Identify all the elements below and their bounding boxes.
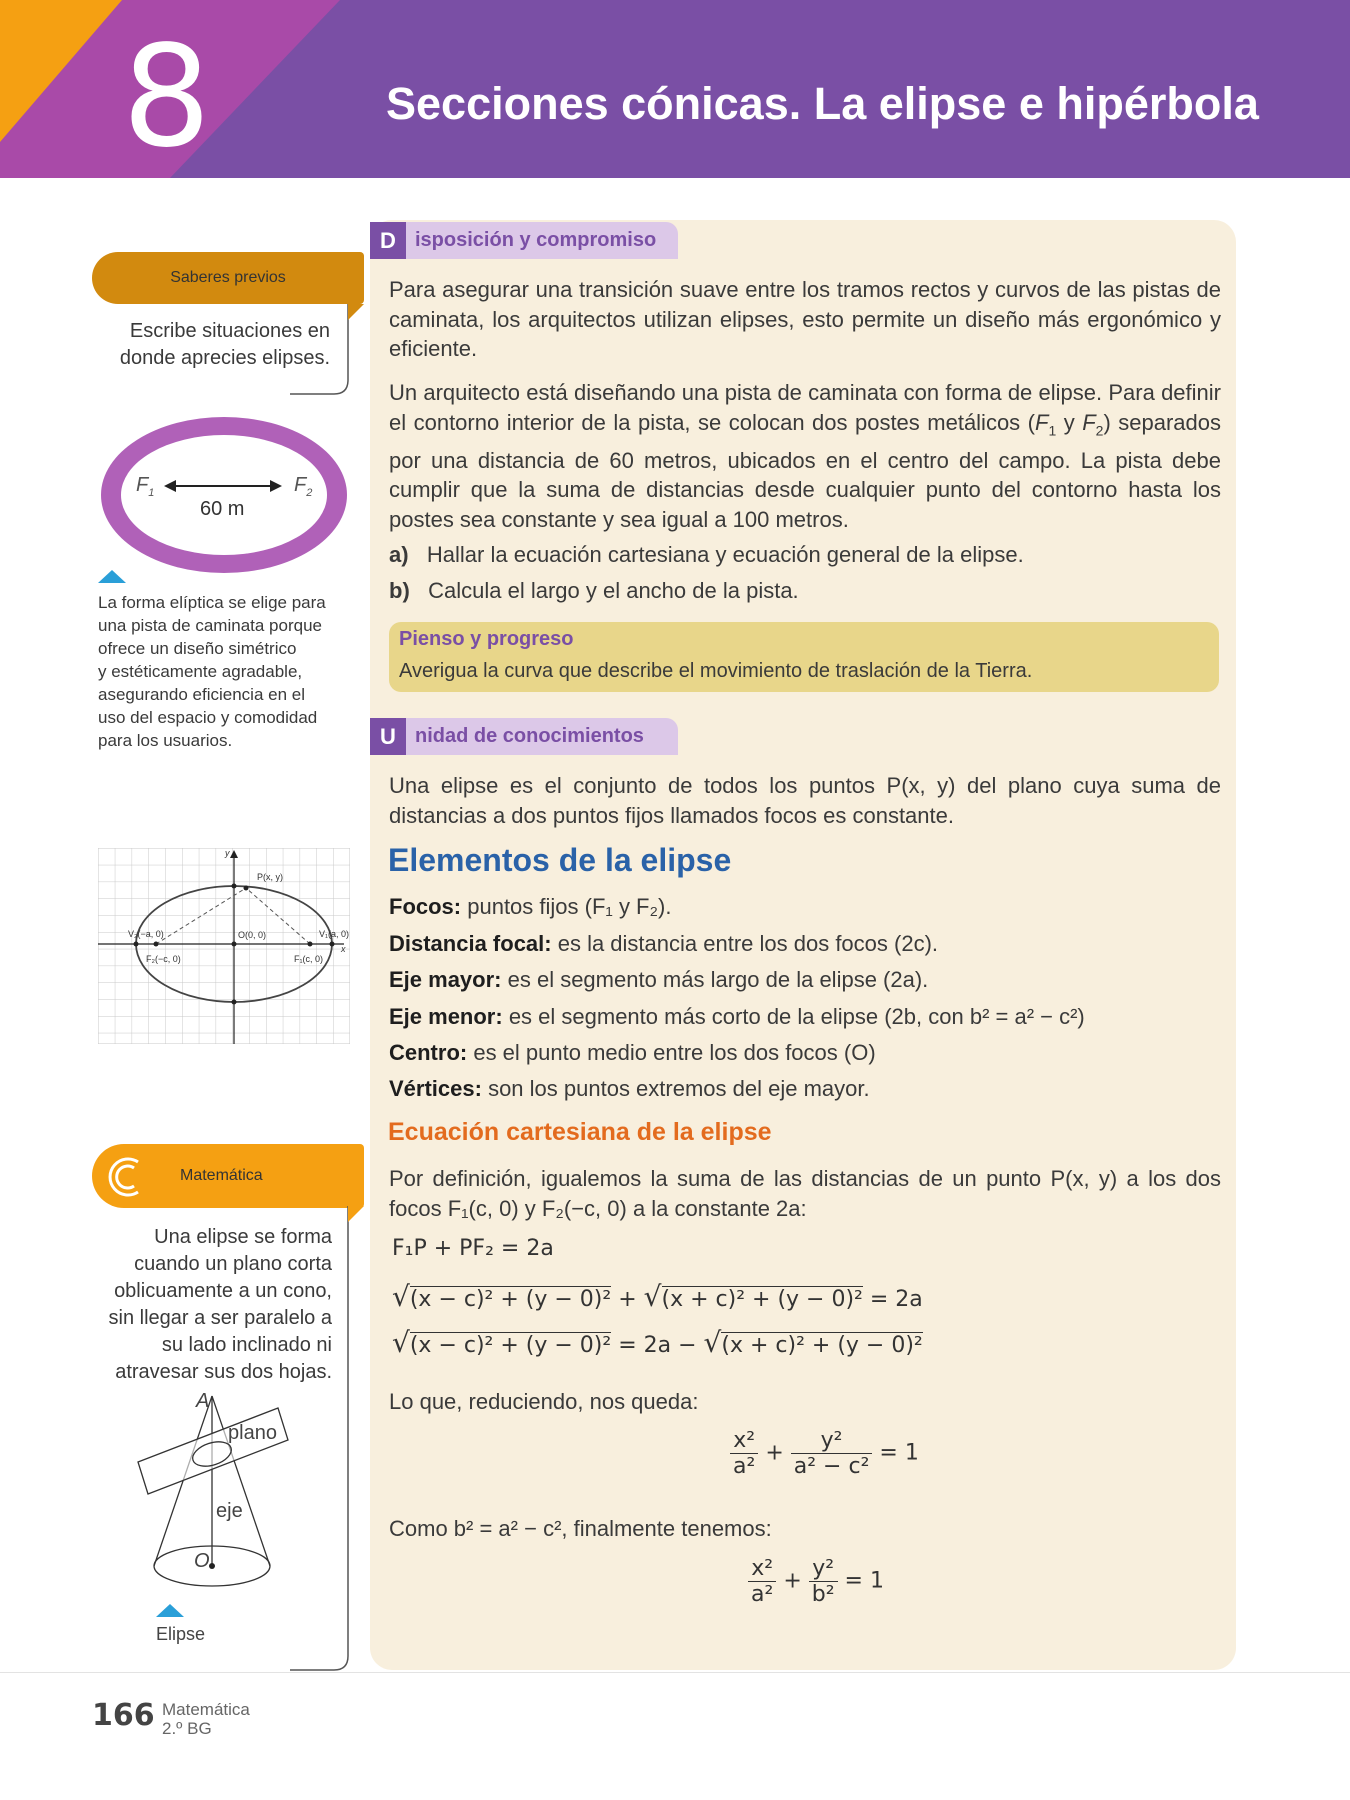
equation-2: √(x − c)² + (y − 0)² + √(x + c)² + (y − 0)² = 2a — [392, 1280, 923, 1313]
question-a-label: a) — [389, 542, 409, 567]
section-title: nidad de conocimientos — [415, 725, 644, 747]
como-text: Como b² = a² − c², finalmente tenemos: — [389, 1516, 772, 1541]
chapter-number: 8 — [122, 16, 212, 178]
connection-c-icon — [102, 1154, 148, 1200]
chapter-title: Secciones cónicas. La elipse e hipérbola — [386, 78, 1259, 129]
element-term: Centro: — [389, 1040, 468, 1065]
pienso-text: Averigua la curva que describe el movimiento de traslación de la Tierra. — [399, 660, 1033, 682]
matematica-line: atravesar sus dos hojas. — [115, 1361, 332, 1383]
element-term: Eje menor: — [389, 1004, 503, 1029]
caption-line: La forma elíptica se elige para — [98, 593, 326, 612]
saberes-line-1: Escribe situaciones en — [129, 320, 330, 342]
cone-origin-label: O — [194, 1550, 210, 1572]
section-letter: U — [370, 718, 406, 755]
graph-x-label: x — [341, 944, 346, 954]
pienso-title: Pienso y progreso — [399, 628, 574, 650]
element-row — [389, 1076, 870, 1102]
footer-line — [0, 1672, 1350, 1673]
question-b — [389, 576, 1221, 606]
saberes-text — [100, 318, 330, 372]
graph-point-label: P(x, y) — [257, 872, 283, 882]
graph-f1-label: F₁(c, 0) — [294, 954, 324, 964]
graph-v1-label: V₁(a, 0) — [319, 929, 350, 939]
saberes-line-2: donde aprecies elipses. — [119, 347, 330, 369]
equation-4: $\frac{\text{x²}}{\text{a²}}$ + $\frac{\text{y²}}{\text{a² − c²}}$ = 1 — [730, 1428, 919, 1479]
element-row — [389, 1004, 1085, 1030]
matematica-line: Una elipse se forma — [154, 1226, 332, 1248]
ecuacion-title: Ecuación cartesiana de la elipse — [388, 1118, 772, 1146]
caption-line: para los usuarios. — [98, 731, 233, 750]
matematica-text — [100, 1224, 332, 1386]
section-letter: D — [370, 222, 406, 259]
equation-1: F₁P + PF₂ = 2a — [392, 1236, 554, 1261]
question-b-text: Calcula el largo y el ancho de la pista. — [428, 578, 799, 603]
definition-paragraph: Una elipse es el conjunto de todos los puntos P(x, y) del plano cuya suma de distancias a dos puntos fijos llamados focos es constante. — [389, 773, 1221, 828]
graph-y-label: y — [225, 848, 230, 858]
chapter-header — [0, 0, 1350, 178]
ellipse-graph — [98, 848, 350, 1044]
track-distance-label: 60 m — [200, 498, 245, 520]
grade-label: 2.º BG — [162, 1719, 212, 1738]
saberes-previos-tab: Saberes previos — [92, 252, 364, 304]
element-desc: es el segmento más corto de la elipse (2b, con b² = a² − c²) — [502, 1004, 1085, 1029]
element-row — [389, 931, 938, 957]
element-desc: es la distancia entre los dos focos (2c). — [551, 931, 939, 956]
pienso-box — [389, 622, 1219, 692]
caption-line: ofrece un diseño simétrico — [98, 639, 297, 658]
footer-subject — [162, 1700, 250, 1738]
track-f1-label: $F_1$ — [136, 474, 155, 499]
caption-triangle-icon — [98, 570, 126, 583]
element-term: Distancia focal: — [389, 931, 552, 956]
elementos-title: Elementos de la elipse — [388, 842, 732, 878]
caption-line: una pista de caminata porque — [98, 616, 322, 635]
matematica-tab-label: Matemática — [180, 1167, 263, 1184]
question-b-label: b) — [389, 578, 410, 603]
equation-5: $\frac{\text{x²}}{\text{a²}}$ + $\frac{\text{y²}}{\text{b²}}$ = 1 — [748, 1556, 884, 1607]
matematica-line: su lado inclinado ni — [161, 1334, 332, 1356]
element-desc: son los puntos extremos del eje mayor. — [481, 1076, 870, 1101]
track-f2-label: $F_2$ — [294, 474, 313, 499]
section-disposicion-header — [370, 222, 678, 259]
matematica-line: sin llegar a ser paralelo a — [108, 1307, 332, 1329]
ecuacion-paragraph: Por definición, igualemos la suma de las distancias de un punto P(x, y) a los dos focos F₁(c, 0) y F₂(−c, 0) a la constante 2a: — [389, 1166, 1221, 1221]
element-term: Eje mayor: — [389, 967, 502, 992]
cone-figure — [130, 1388, 290, 1588]
page-number: 166 — [92, 1698, 155, 1733]
section-unidad-header — [370, 718, 678, 755]
caption-line: uso del espacio y comodidad — [98, 708, 318, 727]
element-term: Focos: — [389, 894, 462, 919]
graph-v2-label: V₂(−a, 0) — [128, 929, 164, 939]
cone-caption-triangle-icon — [156, 1604, 184, 1617]
element-desc: es el punto medio entre los dos focos (O) — [467, 1040, 876, 1065]
matematica-tab — [92, 1144, 364, 1208]
element-row — [389, 1040, 876, 1066]
caption-line: y estéticamente agradable, — [98, 662, 303, 681]
graph-f2-label: F₂(−c, 0) — [146, 954, 181, 964]
matematica-line: oblicuamente a un cono, — [114, 1280, 332, 1302]
track-caption — [98, 591, 348, 752]
element-row — [389, 967, 928, 993]
caption-line: asegurando eficiencia en el — [98, 685, 305, 704]
element-desc: puntos fijos (F₁ y F₂). — [461, 894, 672, 919]
cone-caption: Elipse — [156, 1624, 206, 1644]
matematica-line: cuando un plano corta — [134, 1253, 332, 1275]
element-term: Vértices: — [389, 1076, 482, 1101]
graph-origin-label: O(0, 0) — [238, 930, 267, 940]
element-desc: es el segmento más largo de la elipse (2a). — [501, 967, 929, 992]
element-row — [389, 894, 671, 920]
cone-plane-label: plano — [228, 1422, 277, 1444]
subject-name: Matemática — [162, 1700, 250, 1719]
intro-paragraph: Para asegurar una transición suave entre los tramos rectos y curvos de las pistas de caminata, los arquitectos utilizan elipses, esto permite un diseño más ergonómico y eficiente. — [389, 277, 1221, 362]
cone-axis-label: eje — [216, 1500, 243, 1522]
section-title: isposición y compromiso — [415, 229, 657, 251]
question-a — [389, 540, 1221, 570]
question-a-text: Hallar la ecuación cartesiana y ecuación general de la elipse. — [426, 542, 1024, 567]
problem-paragraph: Un arquitecto está diseñando una pista de caminata con forma de elipse. Para definir el contorno interior de la pista, se colocan dos postes metálicos ($F_1$ y $F_2$) separados por una distancia de 60 metros, ubicados en el centro del campo. La pista debe cumplir que la suma de distancias desde cualquier punto del contorno hasta los postes sea constante y sea igual a 100 metros. — [389, 380, 1221, 532]
track-ellipse-figure — [94, 410, 354, 580]
equation-3: √(x − c)² + (y − 0)² = 2a − √(x + c)² + (y − 0)² — [392, 1326, 923, 1359]
reduce-text: Lo que, reduciendo, nos queda: — [389, 1389, 699, 1414]
cone-apex-label: A — [196, 1390, 210, 1412]
